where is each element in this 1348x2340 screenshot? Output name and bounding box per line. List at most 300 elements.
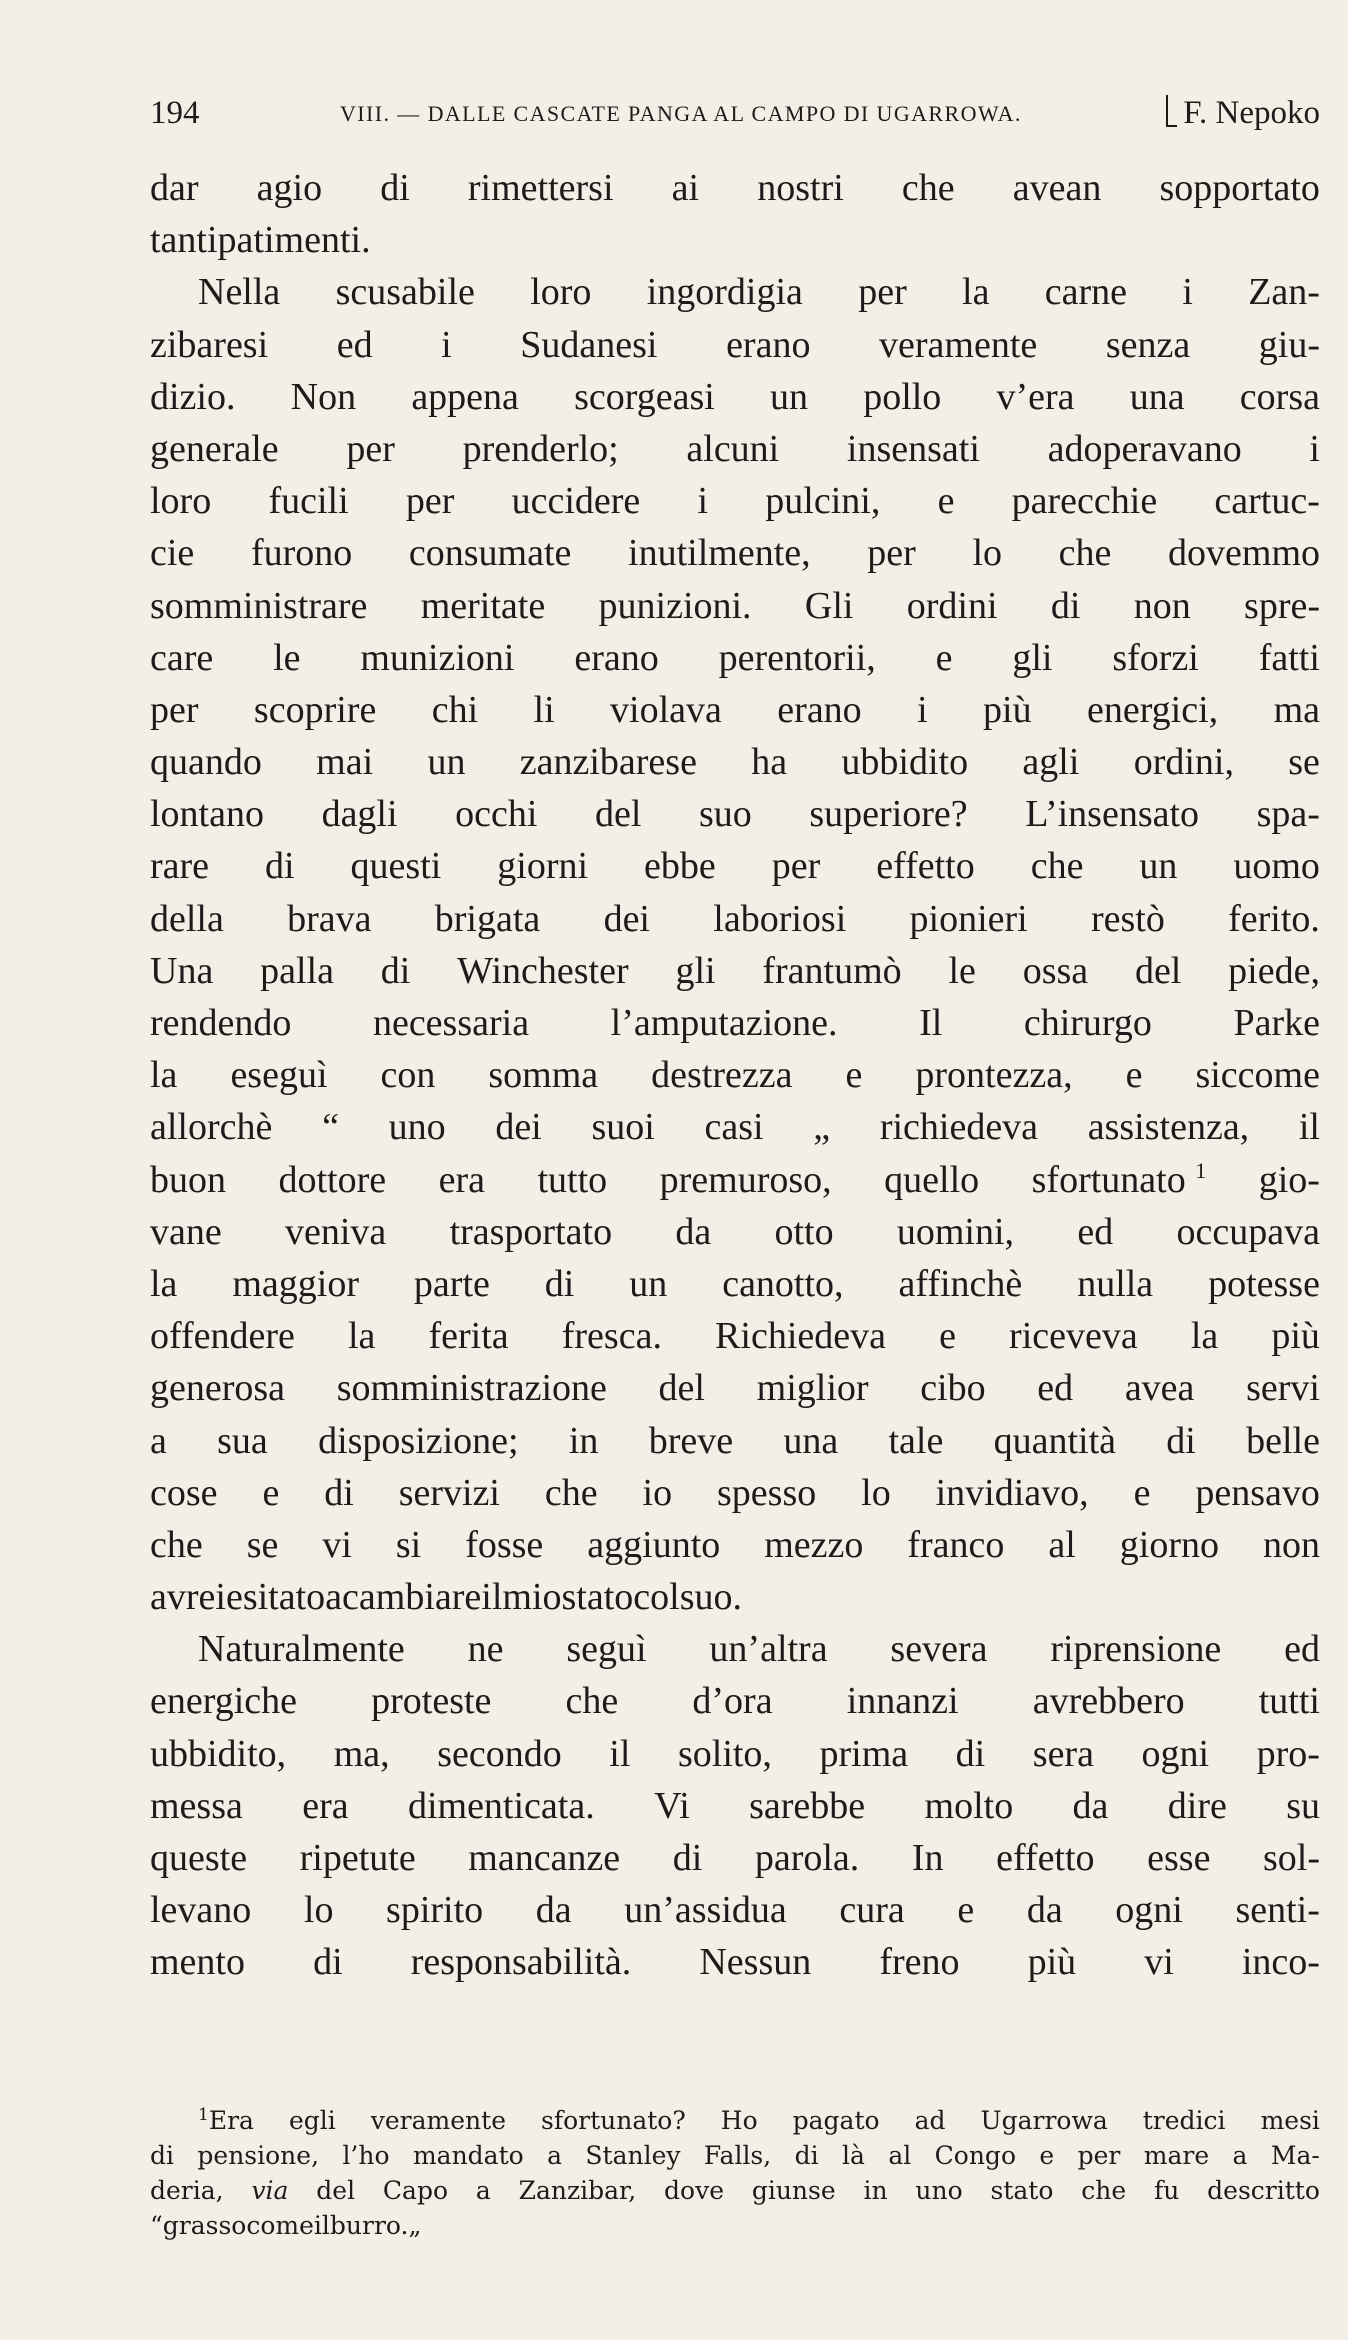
word: somma [488, 1054, 599, 1097]
word: avean [1012, 167, 1102, 209]
word: e [1125, 1054, 1143, 1097]
word: potesse [1208, 1262, 1320, 1305]
word: dovemmo [1168, 532, 1320, 575]
word: che [150, 1523, 203, 1566]
word: pensavo [1195, 1471, 1320, 1514]
word: Nessun [699, 1941, 812, 1984]
word: e [957, 1889, 975, 1932]
word: agli [1022, 741, 1080, 784]
word: responsabilità. [410, 1941, 632, 1984]
word: proteste [371, 1680, 492, 1723]
word: erano [777, 688, 862, 731]
word: stato [990, 2176, 1054, 2205]
word: servizi [398, 1471, 500, 1514]
word: solito, [677, 1732, 772, 1775]
footnote-line [150, 2173, 1320, 2208]
word: Naturalmente [198, 1628, 405, 1671]
word: laboriosi [713, 897, 847, 940]
word: gli [1012, 636, 1053, 679]
word: rendendo [150, 1002, 292, 1044]
word: tutto [537, 1158, 608, 1201]
word: uccidere [511, 480, 641, 523]
word: quantità [993, 1419, 1117, 1462]
text-line [150, 1310, 1320, 1362]
text-line [150, 684, 1320, 736]
word: i [917, 688, 928, 731]
text-line [150, 423, 1320, 475]
word: i [697, 480, 709, 523]
word: Non [290, 375, 357, 418]
word: avrei [150, 1576, 226, 1619]
word: e [1133, 1471, 1151, 1514]
word: e [935, 636, 953, 679]
word: brava [287, 897, 372, 940]
word: ed [1284, 1628, 1320, 1671]
word: premuroso, [659, 1158, 832, 1201]
word: il [1298, 1106, 1320, 1149]
word: di [544, 1262, 575, 1305]
word: dire [1167, 1784, 1227, 1827]
text-line [150, 1936, 1320, 1988]
word: ingordigia [646, 271, 803, 314]
word: l’amputazione. [610, 1002, 838, 1044]
word: $^1$Era [198, 2105, 254, 2135]
word: Zanzibar, [518, 2176, 637, 2205]
word: avrebbero [1032, 1680, 1185, 1723]
word: Ho [720, 2106, 758, 2135]
word: grasso [162, 2211, 247, 2240]
word: innanzi [846, 1680, 959, 1723]
word: del [1134, 949, 1182, 992]
word: sera [1032, 1732, 1094, 1775]
word: a [475, 2176, 491, 2205]
word: cibo [920, 1367, 986, 1410]
text-line [150, 580, 1320, 632]
word: le [948, 949, 976, 992]
word: il [481, 1576, 503, 1619]
word: veniva [285, 1210, 387, 1253]
page-header [150, 92, 1320, 134]
word: spa- [1256, 793, 1320, 836]
word: per [858, 271, 907, 314]
word: l’ho [342, 2141, 390, 2170]
word: in [863, 2176, 888, 2205]
text-line [150, 1623, 1320, 1675]
word: di [380, 167, 410, 209]
word: secondo [437, 1732, 562, 1775]
word: per [405, 480, 455, 523]
word: giunse [751, 2176, 836, 2205]
word: fucili [268, 480, 349, 523]
word: gli [675, 949, 716, 992]
text-line [150, 266, 1320, 318]
text-line [150, 1571, 1320, 1623]
word: scoprire [253, 688, 377, 731]
word: là [842, 2141, 865, 2170]
text-line [150, 475, 1320, 527]
word: effetto [876, 845, 975, 888]
word: Gli [804, 584, 854, 627]
footnotes [150, 2103, 1320, 2243]
word: uomini, [896, 1210, 1015, 1253]
word: disposizione; [318, 1419, 519, 1462]
text-line [150, 527, 1320, 579]
word: superiore? [809, 793, 968, 836]
word: al [1048, 1523, 1076, 1566]
word: al [888, 2141, 912, 2170]
word: generale [150, 427, 279, 470]
word: destrezza [651, 1054, 793, 1097]
word: senti- [1235, 1889, 1320, 1932]
word: fatti [1258, 636, 1320, 679]
word: pensione, [197, 2141, 320, 2170]
word: mai [316, 741, 374, 784]
word: fosse [465, 1523, 544, 1566]
word: belle [1246, 1419, 1320, 1462]
word: In [911, 1837, 944, 1879]
word: trasportato [449, 1210, 613, 1253]
word: ma [1273, 688, 1320, 731]
text-line [150, 1884, 1320, 1936]
word: un’altra [709, 1628, 828, 1671]
word: un [770, 375, 808, 418]
word: con [380, 1054, 436, 1097]
word: del [316, 2176, 356, 2205]
word: si [395, 1523, 422, 1566]
word: violava [610, 688, 722, 731]
word: spesso [717, 1471, 817, 1514]
word: allorchè [150, 1106, 273, 1149]
word: palla [260, 949, 334, 992]
word: li [533, 688, 555, 731]
word: vi [1144, 1941, 1174, 1984]
word: consumate [408, 532, 572, 575]
text-line [150, 997, 1320, 1049]
word: Ugarrowa [980, 2106, 1108, 2135]
word: franco [907, 1523, 1005, 1566]
text-line [150, 840, 1320, 892]
word: senza [1105, 323, 1191, 366]
word: per [867, 532, 916, 575]
word: mare [1143, 2141, 1210, 2170]
word: ha [751, 741, 788, 784]
word: inutilmente, [628, 532, 811, 575]
text-line [150, 632, 1320, 684]
word: pro- [1256, 1732, 1320, 1775]
text-line [150, 1206, 1320, 1258]
word: canotto, [722, 1262, 844, 1305]
word: vane [150, 1210, 222, 1253]
word: per [1077, 2141, 1121, 2170]
word: sua [217, 1419, 268, 1462]
word: sarebbe [749, 1784, 866, 1827]
word: di [1050, 584, 1081, 627]
word: da [535, 1889, 572, 1932]
word: somministrazione [336, 1367, 607, 1410]
word: sopportato [1159, 167, 1320, 209]
word: più [1027, 1941, 1077, 1984]
word: “ [322, 1106, 339, 1149]
text-line-with-footnote [150, 1154, 1320, 1206]
word: freno [879, 1941, 960, 1984]
word: Il [919, 1002, 943, 1044]
word: insensati [846, 427, 980, 470]
word: la [962, 271, 990, 314]
word: ogni [1141, 1732, 1210, 1775]
word: giu- [1258, 323, 1320, 366]
word: nulla [1077, 1262, 1154, 1305]
word: alcuni [686, 427, 780, 470]
word: Una [150, 949, 214, 992]
text-line [150, 1728, 1320, 1780]
word: di [794, 2141, 819, 2170]
word: buon [150, 1158, 226, 1201]
body-text [150, 162, 1320, 1989]
word: di [955, 1732, 986, 1775]
word: se [1288, 741, 1320, 784]
text-line [150, 1415, 1320, 1467]
word: avea [1124, 1367, 1195, 1410]
word: cie [150, 532, 195, 575]
word: prenderlo; [462, 427, 619, 470]
word: perentorii, [718, 636, 876, 679]
word: da [1072, 1784, 1109, 1827]
word: Stanley [585, 2141, 681, 2170]
word: più [983, 688, 1032, 731]
word: la [1190, 1315, 1219, 1358]
word: punizioni. [598, 584, 752, 627]
word: ferita [428, 1315, 509, 1358]
word: generosa [150, 1367, 286, 1410]
word: quando [150, 741, 262, 784]
word: uno [915, 2176, 963, 2205]
word: che [544, 1471, 598, 1514]
text-line [150, 162, 1320, 214]
word: ed [1037, 1367, 1074, 1410]
word: ubbidito, [150, 1732, 287, 1775]
word: egli [288, 2106, 336, 2135]
text-line [150, 1101, 1320, 1153]
word: non [1133, 584, 1191, 627]
word: Parke [1233, 1002, 1320, 1044]
word: queste [150, 1837, 248, 1879]
word: descritto [1207, 2176, 1320, 2205]
word: scorgeasi [574, 375, 715, 418]
word: erano [726, 323, 811, 366]
page-number: 194 [150, 95, 200, 131]
word: a [547, 2141, 562, 2170]
word: cose [150, 1471, 218, 1514]
word: in [568, 1419, 599, 1462]
word: questi [350, 845, 442, 888]
word: deria, [150, 2176, 224, 2205]
word: molto [924, 1784, 1014, 1827]
text-line [150, 736, 1320, 788]
footnote-reference: 1 [1195, 1157, 1207, 1183]
word: stato [561, 1576, 634, 1619]
word: per [150, 688, 199, 731]
word: tale [888, 1419, 944, 1462]
word: il [313, 2211, 330, 2240]
word: energici, [1086, 688, 1219, 731]
word: di [1166, 1419, 1196, 1462]
word: dizio. [150, 375, 236, 418]
word: L’insensato [1025, 793, 1200, 836]
word: dove [664, 2176, 724, 2205]
word: ne [467, 1628, 504, 1671]
word: frantumò [762, 949, 902, 992]
word: la [347, 1315, 376, 1358]
word: ferito. [1228, 897, 1320, 940]
word: tredici [1142, 2106, 1226, 2135]
word: dar [150, 167, 199, 209]
word: una [783, 1419, 839, 1462]
word: messa [150, 1784, 243, 1827]
word: di [324, 1471, 354, 1514]
word: un [629, 1262, 668, 1305]
word: invidiavo, [935, 1471, 1089, 1514]
text-line [150, 371, 1320, 423]
text-line [150, 788, 1320, 840]
word: „ [813, 1106, 831, 1149]
word: ed [336, 323, 373, 366]
word: riprensione [1050, 1628, 1222, 1671]
word: adoperavano [1047, 427, 1242, 470]
word: burro. [329, 2211, 409, 2240]
word: “ [150, 2211, 163, 2240]
word: appena [411, 375, 519, 418]
word: levano [150, 1889, 252, 1932]
word: corsa [1239, 375, 1320, 418]
word: fresca. [561, 1315, 662, 1358]
word: dagli [321, 793, 398, 836]
word: ma, [333, 1732, 390, 1775]
text-line [150, 1832, 1320, 1884]
word: sol- [1263, 1837, 1320, 1879]
word: di [672, 1837, 703, 1879]
word: siccome [1195, 1054, 1320, 1097]
word: ripetute [299, 1837, 416, 1879]
word: col [633, 1576, 680, 1619]
word: lo [303, 1889, 334, 1932]
footnote-line [150, 2208, 1320, 2243]
word: che [1081, 2176, 1127, 2205]
word: e [937, 480, 955, 523]
word: richiedeva [879, 1106, 1039, 1149]
word: chirurgo [1023, 1002, 1152, 1044]
word: pionieri [909, 897, 1028, 940]
word: dimenticata. [407, 1784, 595, 1827]
word: ubbidito [841, 741, 969, 784]
word: un [1139, 845, 1178, 888]
word: ai [671, 167, 700, 209]
word: mezzo [764, 1523, 864, 1566]
word: restò [1090, 897, 1165, 940]
word: d’ora [692, 1680, 773, 1723]
word: e [262, 1471, 280, 1514]
word: che [901, 167, 955, 209]
word: cambiare [342, 1576, 482, 1619]
word: tutti [1258, 1680, 1320, 1723]
word: non [1262, 1523, 1320, 1566]
word: gio- [1258, 1158, 1320, 1201]
word: spirito [386, 1889, 484, 1932]
text-line [150, 214, 1320, 266]
word: di [150, 2141, 174, 2170]
word: e [1039, 2141, 1055, 2170]
running-title: VIII. — DALLE CASCATE PANGA AL CAMPO DI UGARROWA. [340, 101, 1022, 126]
word: Congo [934, 2141, 1016, 2170]
word: un [427, 741, 466, 784]
word: veramente [370, 2106, 506, 2135]
word: che [1030, 845, 1084, 888]
word: e [939, 1315, 956, 1358]
italic-word: via [251, 2176, 289, 2205]
word: ad [914, 2106, 946, 2135]
word: fu [1153, 2176, 1180, 2205]
word: per [346, 427, 395, 470]
word: a [1232, 2141, 1248, 2170]
word: a [325, 1576, 343, 1619]
word: il [609, 1732, 631, 1775]
footnote-line [150, 2103, 1320, 2138]
word: Richiedeva [715, 1315, 886, 1358]
word: mento [150, 1941, 245, 1984]
word: se [246, 1523, 279, 1566]
word: eseguì [230, 1054, 328, 1097]
word: dei [495, 1106, 542, 1149]
word: patimenti. [217, 219, 371, 262]
word: piede, [1228, 949, 1320, 992]
word: di [380, 949, 411, 992]
word: mio [502, 1576, 562, 1619]
text-line [150, 1780, 1320, 1832]
section-note [1166, 92, 1320, 134]
word: otto [774, 1210, 834, 1253]
text-line [150, 1519, 1320, 1571]
word: dottore [278, 1158, 387, 1201]
word: loro [150, 480, 212, 523]
word: come [246, 2211, 314, 2240]
word: i [441, 323, 452, 366]
word: quello [884, 1158, 980, 1201]
word: cura [839, 1889, 905, 1932]
word: agio [256, 167, 323, 209]
word: erano [574, 636, 659, 679]
word: miglior [756, 1367, 869, 1410]
word: sfortunato? [541, 2106, 686, 2135]
word: ordini [906, 584, 998, 627]
word: somministrare [150, 584, 368, 627]
word: più [1271, 1315, 1320, 1358]
text-line [150, 1362, 1320, 1414]
word: a [150, 1419, 167, 1462]
word: la [150, 1054, 178, 1097]
word: occhi [455, 793, 538, 836]
word: uno [388, 1106, 446, 1149]
text-line [150, 319, 1320, 371]
word: maggior [232, 1262, 359, 1305]
text-line [150, 893, 1320, 945]
word: aggiunto [587, 1523, 721, 1566]
word: casi [704, 1106, 764, 1149]
word: carne [1044, 271, 1128, 314]
word: zanzibarese [519, 741, 697, 784]
word: che [565, 1680, 619, 1723]
word: inco- [1241, 1941, 1320, 1984]
word: un’assidua [624, 1889, 787, 1932]
word: di [313, 1941, 343, 1984]
